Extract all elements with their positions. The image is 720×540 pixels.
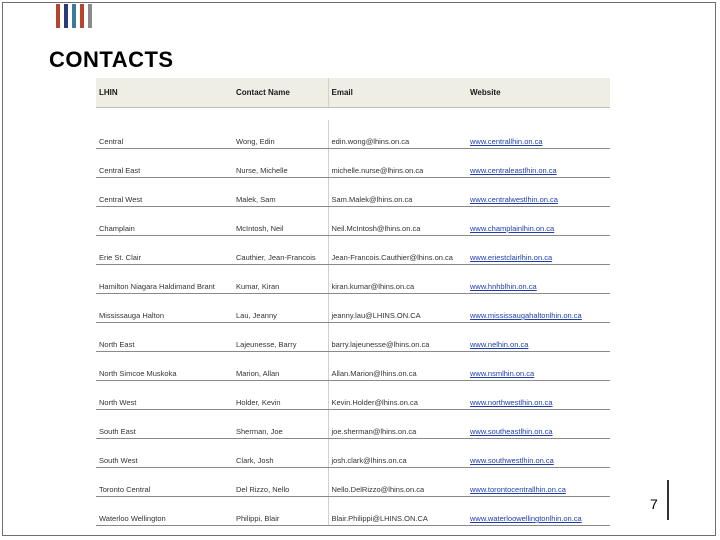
cell-email: joe.sherman@lhins.on.ca bbox=[328, 410, 467, 439]
cell-contact-name: Lau, Jeanny bbox=[233, 294, 328, 323]
cell-contact-name: Kumar, Kiran bbox=[233, 265, 328, 294]
cell-website[interactable]: www.northwestlhin.on.ca bbox=[467, 381, 610, 410]
table-header-row bbox=[96, 78, 610, 108]
page-number-divider bbox=[667, 480, 669, 520]
cell-contact-name: Holder, Kevin bbox=[233, 381, 328, 410]
cell-email: Allan.Marion@lhins.on.ca bbox=[328, 352, 467, 381]
table-row bbox=[96, 265, 610, 294]
table-row bbox=[96, 236, 610, 265]
cell-contact-name: Lajeunesse, Barry bbox=[233, 323, 328, 352]
cell-contact-name: McIntosh, Neil bbox=[233, 207, 328, 236]
table-row bbox=[96, 178, 610, 207]
table-row bbox=[96, 294, 610, 323]
contacts-table bbox=[96, 78, 610, 526]
accent-bar bbox=[88, 4, 92, 28]
cell-contact-name: Marion, Allan bbox=[233, 352, 328, 381]
cell-website[interactable]: www.nelhin.on.ca bbox=[467, 323, 610, 352]
cell-website[interactable]: www.torontocentrallhin.on.ca bbox=[467, 468, 610, 497]
cell-email: Jean-Francois.Cauthier@lhins.on.ca bbox=[328, 236, 467, 265]
column-header-lhin: LHIN bbox=[96, 78, 233, 108]
table-row bbox=[96, 381, 610, 410]
cell-contact-name: Wong, Edin bbox=[233, 120, 328, 149]
accent-bar bbox=[80, 4, 84, 28]
cell-website[interactable]: www.champlainlhin.on.ca bbox=[467, 207, 610, 236]
cell-lhin: Waterloo Wellington bbox=[96, 497, 233, 526]
cell-email: Neil.McIntosh@lhins.on.ca bbox=[328, 207, 467, 236]
cell-contact-name: Clark, Josh bbox=[233, 439, 328, 468]
cell-lhin: North Simcoe Muskoka bbox=[96, 352, 233, 381]
page-number: 7 bbox=[650, 496, 658, 512]
table-row bbox=[96, 323, 610, 352]
table-body bbox=[96, 108, 610, 526]
cell-lhin: Central West bbox=[96, 178, 233, 207]
cell-website[interactable]: www.hnhblhin.on.ca bbox=[467, 265, 610, 294]
cell-website[interactable]: www.southwestlhin.on.ca bbox=[467, 439, 610, 468]
cell-lhin: North East bbox=[96, 323, 233, 352]
accent-bar bbox=[64, 4, 68, 28]
accent-bar bbox=[72, 4, 76, 28]
column-header-website: Website bbox=[467, 78, 610, 108]
cell-contact-name: Sherman, Joe bbox=[233, 410, 328, 439]
cell-contact-name: Del Rizzo, Nello bbox=[233, 468, 328, 497]
cell-email: michelle.nurse@lhins.on.ca bbox=[328, 149, 467, 178]
cell-contact-name: Nurse, Michelle bbox=[233, 149, 328, 178]
table-row bbox=[96, 120, 610, 149]
cell-website[interactable]: www.centrallhin.on.ca bbox=[467, 120, 610, 149]
cell-contact-name: Cauthier, Jean-Francois bbox=[233, 236, 328, 265]
cell-contact-name: Philippi, Blair bbox=[233, 497, 328, 526]
cell-contact-name: Malek, Sam bbox=[233, 178, 328, 207]
cell-lhin: Central bbox=[96, 120, 233, 149]
table-row bbox=[96, 439, 610, 468]
table-row bbox=[96, 468, 610, 497]
cell-website[interactable]: www.waterloowellingtonlhin.on.ca bbox=[467, 497, 610, 526]
cell-email: kiran.kumar@lhins.on.ca bbox=[328, 265, 467, 294]
cell-lhin: Erie St. Clair bbox=[96, 236, 233, 265]
cell-email: Kevin.Holder@lhins.on.ca bbox=[328, 381, 467, 410]
table-row bbox=[96, 497, 610, 526]
cell-website[interactable]: www.centraleastlhin.on.ca bbox=[467, 149, 610, 178]
spacer-cell bbox=[96, 108, 610, 121]
page-title: CONTACTS bbox=[49, 47, 174, 72]
cell-email: Nello.DelRizzo@lhins.on.ca bbox=[328, 468, 467, 497]
cell-lhin: North West bbox=[96, 381, 233, 410]
table-spacer-row bbox=[96, 108, 610, 121]
cell-lhin: Toronto Central bbox=[96, 468, 233, 497]
cell-email: jeanny.lau@LHINS.ON.CA bbox=[328, 294, 467, 323]
cell-lhin: South East bbox=[96, 410, 233, 439]
cell-website[interactable]: www.nsmlhin.on.ca bbox=[467, 352, 610, 381]
cell-website[interactable]: www.eriestclairlhin.on.ca bbox=[467, 236, 610, 265]
cell-website[interactable]: www.mississaugahaltonlhin.on.ca bbox=[467, 294, 610, 323]
table-row bbox=[96, 410, 610, 439]
column-header-email: Email bbox=[328, 78, 467, 108]
table-row bbox=[96, 149, 610, 178]
cell-lhin: South West bbox=[96, 439, 233, 468]
cell-email: Sam.Malek@lhins.on.ca bbox=[328, 178, 467, 207]
cell-email: josh.clark@lhins.on.ca bbox=[328, 439, 467, 468]
cell-lhin: Mississauga Halton bbox=[96, 294, 233, 323]
cell-website[interactable]: www.southeastlhin.on.ca bbox=[467, 410, 610, 439]
accent-bar bbox=[56, 4, 60, 28]
table-row bbox=[96, 207, 610, 236]
cell-email: edin.wong@lhins.on.ca bbox=[328, 120, 467, 149]
cell-website[interactable]: www.centralwestlhin.on.ca bbox=[467, 178, 610, 207]
column-header-contact-name: Contact Name bbox=[233, 78, 328, 108]
cell-lhin: Central East bbox=[96, 149, 233, 178]
cell-lhin: Hamilton Niagara Haldimand Brant bbox=[96, 265, 233, 294]
cell-email: Blair.Philippi@LHINS.ON.CA bbox=[328, 497, 467, 526]
cell-lhin: Champlain bbox=[96, 207, 233, 236]
cell-email: barry.lajeunesse@lhins.on.ca bbox=[328, 323, 467, 352]
contacts-table-wrap bbox=[96, 78, 610, 523]
table-row bbox=[96, 352, 610, 381]
